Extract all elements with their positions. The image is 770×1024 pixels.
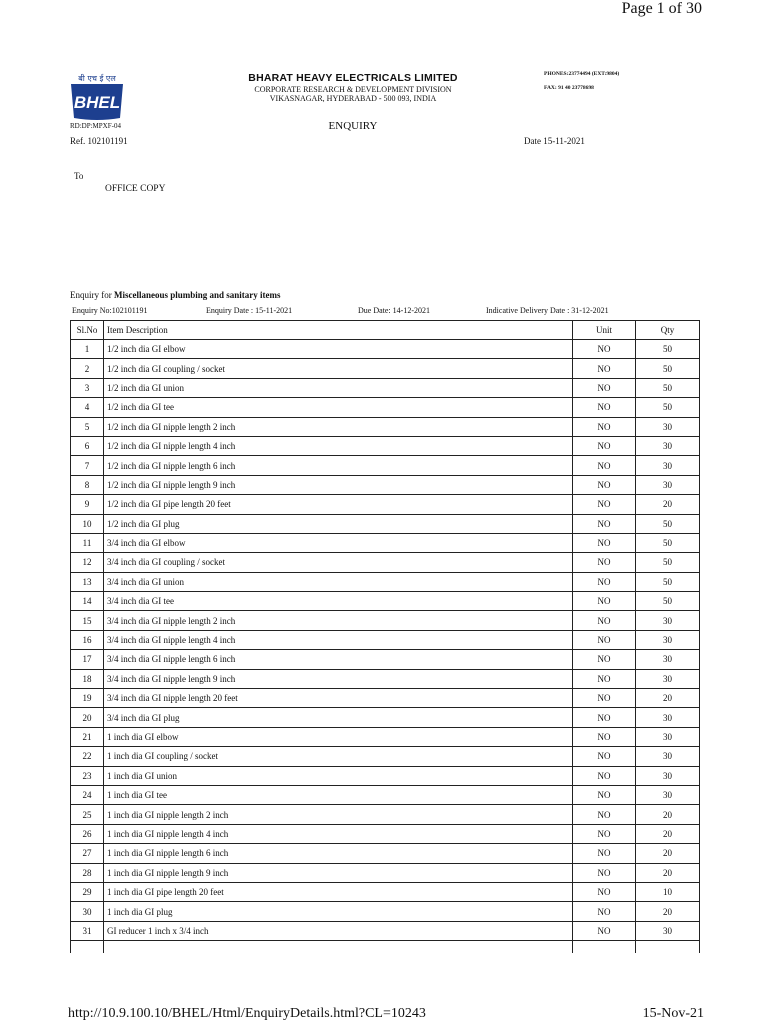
cell-slno: 28 xyxy=(71,863,104,882)
company-division: CORPORATE RESEARCH & DEVELOPMENT DIVISION xyxy=(254,85,452,94)
table-row xyxy=(71,514,700,533)
cell-slno: 5 xyxy=(71,417,104,436)
table-row xyxy=(71,766,700,785)
cell-qty: 30 xyxy=(636,611,700,630)
cell-unit: NO xyxy=(573,727,636,746)
table-row xyxy=(71,921,700,940)
table-row xyxy=(71,572,700,591)
cell-slno: 26 xyxy=(71,824,104,843)
cell-slno: 16 xyxy=(71,630,104,649)
cell-description: 1/2 inch dia GI coupling / socket xyxy=(104,359,573,378)
cell-qty: 50 xyxy=(636,514,700,533)
col-header-qty: Qty xyxy=(636,321,700,340)
cell-qty: 20 xyxy=(636,844,700,863)
cell-slno: 30 xyxy=(71,902,104,921)
to-label: To xyxy=(74,171,84,181)
cell-unit: NO xyxy=(573,689,636,708)
table-row xyxy=(71,475,700,494)
table-row xyxy=(71,417,700,436)
cell-qty: 50 xyxy=(636,378,700,397)
cell-blank xyxy=(573,941,636,954)
table-row xyxy=(71,436,700,455)
cell-unit: NO xyxy=(573,378,636,397)
table-row xyxy=(71,340,700,359)
cell-unit: NO xyxy=(573,630,636,649)
table-row xyxy=(71,785,700,804)
table-row xyxy=(71,495,700,514)
cell-description: 3/4 inch dia GI plug xyxy=(104,708,573,727)
cell-slno: 12 xyxy=(71,553,104,572)
cell-qty: 30 xyxy=(636,417,700,436)
cell-qty: 30 xyxy=(636,785,700,804)
cell-slno: 6 xyxy=(71,436,104,455)
cell-description: 1 inch dia GI plug xyxy=(104,902,573,921)
table-row-blank xyxy=(71,941,700,954)
enquiry-subject: Miscellaneous plumbing and sanitary items xyxy=(114,290,281,300)
cell-unit: NO xyxy=(573,495,636,514)
cell-unit: NO xyxy=(573,669,636,688)
cell-unit: NO xyxy=(573,417,636,436)
cell-slno: 13 xyxy=(71,572,104,591)
cell-slno: 21 xyxy=(71,727,104,746)
items-table xyxy=(70,320,700,953)
cell-slno: 4 xyxy=(71,398,104,417)
cell-qty: 50 xyxy=(636,572,700,591)
cell-description: 3/4 inch dia GI nipple length 4 inch xyxy=(104,630,573,649)
cell-unit: NO xyxy=(573,921,636,940)
enquiry-subject-line xyxy=(70,290,281,300)
cell-qty: 30 xyxy=(636,669,700,688)
cell-unit: NO xyxy=(573,824,636,843)
cell-unit: NO xyxy=(573,514,636,533)
cell-qty: 30 xyxy=(636,650,700,669)
cell-unit: NO xyxy=(573,844,636,863)
cell-description: 3/4 inch dia GI coupling / socket xyxy=(104,553,573,572)
cell-unit: NO xyxy=(573,553,636,572)
cell-qty: 20 xyxy=(636,824,700,843)
table-row xyxy=(71,747,700,766)
cell-unit: NO xyxy=(573,436,636,455)
cell-description: 1 inch dia GI nipple length 4 inch xyxy=(104,824,573,843)
company-fax: FAX: 91 40 23778698 xyxy=(544,85,594,91)
due-date: Due Date: 14-12-2021 xyxy=(358,306,430,315)
cell-qty: 20 xyxy=(636,805,700,824)
cell-description: 1 inch dia GI nipple length 9 inch xyxy=(104,863,573,882)
table-row xyxy=(71,727,700,746)
cell-slno: 25 xyxy=(71,805,104,824)
col-header-slno: Sl.No xyxy=(71,321,104,340)
cell-description: 1 inch dia GI coupling / socket xyxy=(104,747,573,766)
cell-qty: 20 xyxy=(636,863,700,882)
table-row xyxy=(71,824,700,843)
cell-description: 1 inch dia GI nipple length 2 inch xyxy=(104,805,573,824)
cell-slno: 19 xyxy=(71,689,104,708)
cell-description: 1 inch dia GI elbow xyxy=(104,727,573,746)
cell-unit: NO xyxy=(573,592,636,611)
cell-slno: 3 xyxy=(71,378,104,397)
cell-description: 1/2 inch dia GI nipple length 6 inch xyxy=(104,456,573,475)
cell-unit: NO xyxy=(573,785,636,804)
cell-qty: 30 xyxy=(636,766,700,785)
cell-unit: NO xyxy=(573,766,636,785)
enquiry-number: Enquiry No:102101191 xyxy=(72,306,148,315)
cell-description: 1 inch dia GI union xyxy=(104,766,573,785)
table-row xyxy=(71,553,700,572)
cell-slno: 11 xyxy=(71,533,104,552)
col-header-unit: Unit xyxy=(573,321,636,340)
cell-slno: 7 xyxy=(71,456,104,475)
cell-unit: NO xyxy=(573,902,636,921)
cell-qty: 50 xyxy=(636,553,700,572)
footer-url: http://10.9.100.10/BHEL/Html/EnquiryDetails.html?CL=10243 xyxy=(68,1006,426,1021)
cell-description: 1/2 inch dia GI nipple length 9 inch xyxy=(104,475,573,494)
table-row xyxy=(71,805,700,824)
cell-unit: NO xyxy=(573,398,636,417)
cell-qty: 30 xyxy=(636,630,700,649)
company-address: VIKASNAGAR, HYDERABAD - 500 093, INDIA xyxy=(269,94,437,103)
table-row xyxy=(71,844,700,863)
cell-unit: NO xyxy=(573,572,636,591)
cell-unit: NO xyxy=(573,747,636,766)
items-body xyxy=(71,340,700,954)
document-date: Date 15-11-2021 xyxy=(524,136,585,146)
table-row xyxy=(71,533,700,552)
cell-slno: 8 xyxy=(71,475,104,494)
table-row xyxy=(71,359,700,378)
company-name: BHARAT HEAVY ELECTRICALS LIMITED xyxy=(248,72,458,84)
table-row xyxy=(71,611,700,630)
cell-description: 1 inch dia GI pipe length 20 feet xyxy=(104,882,573,901)
cell-description: 3/4 inch dia GI tee xyxy=(104,592,573,611)
cell-qty: 30 xyxy=(636,921,700,940)
cell-unit: NO xyxy=(573,650,636,669)
cell-description: 3/4 inch dia GI elbow xyxy=(104,533,573,552)
cell-slno: 24 xyxy=(71,785,104,804)
cell-qty: 20 xyxy=(636,689,700,708)
cell-slno: 15 xyxy=(71,611,104,630)
col-header-description: Item Description xyxy=(104,321,573,340)
cell-slno: 22 xyxy=(71,747,104,766)
cell-description: 1 inch dia GI nipple length 6 inch xyxy=(104,844,573,863)
table-row xyxy=(71,592,700,611)
cell-slno: 17 xyxy=(71,650,104,669)
cell-qty: 30 xyxy=(636,475,700,494)
cell-unit: NO xyxy=(573,456,636,475)
logo-hindi-text: बी एच ई एल xyxy=(78,74,116,83)
cell-description: 3/4 inch dia GI nipple length 9 inch xyxy=(104,669,573,688)
cell-description: 3/4 inch dia GI nipple length 20 feet xyxy=(104,689,573,708)
cell-qty: 50 xyxy=(636,592,700,611)
cell-qty: 50 xyxy=(636,398,700,417)
footer-date: 15-Nov-21 xyxy=(642,1006,704,1021)
cell-slno: 27 xyxy=(71,844,104,863)
table-row xyxy=(71,378,700,397)
cell-slno: 14 xyxy=(71,592,104,611)
cell-slno: 29 xyxy=(71,882,104,901)
delivery-date: Indicative Delivery Date : 31-12-2021 xyxy=(486,306,609,315)
cell-qty: 30 xyxy=(636,456,700,475)
cell-qty: 20 xyxy=(636,495,700,514)
cell-unit: NO xyxy=(573,533,636,552)
cell-blank xyxy=(71,941,104,954)
cell-unit: NO xyxy=(573,475,636,494)
form-number: RD:DP:MPXF-04 xyxy=(70,122,121,130)
table-header-row xyxy=(71,321,700,340)
cell-qty: 30 xyxy=(636,708,700,727)
cell-description: 1/2 inch dia GI plug xyxy=(104,514,573,533)
cell-unit: NO xyxy=(573,359,636,378)
cell-qty: 50 xyxy=(636,533,700,552)
table-row xyxy=(71,863,700,882)
cell-qty: 20 xyxy=(636,902,700,921)
cell-qty: 50 xyxy=(636,359,700,378)
cell-description: 3/4 inch dia GI nipple length 6 inch xyxy=(104,650,573,669)
table-row xyxy=(71,708,700,727)
cell-blank xyxy=(636,941,700,954)
table-row xyxy=(71,669,700,688)
cell-description: 1/2 inch dia GI tee xyxy=(104,398,573,417)
table-row xyxy=(71,689,700,708)
enquiry-date: Enquiry Date : 15-11-2021 xyxy=(206,306,293,315)
cell-unit: NO xyxy=(573,882,636,901)
cell-description: 1/2 inch dia GI union xyxy=(104,378,573,397)
logo-text: BHEL xyxy=(73,93,121,112)
cell-description: 1 inch dia GI tee xyxy=(104,785,573,804)
cell-qty: 30 xyxy=(636,436,700,455)
cell-slno: 31 xyxy=(71,921,104,940)
cell-description: 1/2 inch dia GI elbow xyxy=(104,340,573,359)
cell-slno: 18 xyxy=(71,669,104,688)
cell-description: 3/4 inch dia GI nipple length 2 inch xyxy=(104,611,573,630)
cell-slno: 23 xyxy=(71,766,104,785)
cell-description: 1/2 inch dia GI nipple length 2 inch xyxy=(104,417,573,436)
cell-unit: NO xyxy=(573,863,636,882)
cell-description: 3/4 inch dia GI union xyxy=(104,572,573,591)
table-row xyxy=(71,456,700,475)
cell-slno: 9 xyxy=(71,495,104,514)
page-number: Page 1 of 30 xyxy=(621,0,702,17)
cell-slno: 20 xyxy=(71,708,104,727)
reference-number: Ref. 102101191 xyxy=(70,136,128,146)
table-row xyxy=(71,398,700,417)
cell-qty: 10 xyxy=(636,882,700,901)
cell-slno: 2 xyxy=(71,359,104,378)
cell-description: 1/2 inch dia GI pipe length 20 feet xyxy=(104,495,573,514)
cell-unit: NO xyxy=(573,805,636,824)
cell-unit: NO xyxy=(573,708,636,727)
table-row xyxy=(71,882,700,901)
table-row xyxy=(71,650,700,669)
company-phones: PHONES:23774494 (EXT:9804) xyxy=(544,71,620,77)
cell-unit: NO xyxy=(573,611,636,630)
cell-qty: 30 xyxy=(636,727,700,746)
cell-qty: 50 xyxy=(636,340,700,359)
cell-slno: 10 xyxy=(71,514,104,533)
cell-qty: 30 xyxy=(636,747,700,766)
table-row xyxy=(71,902,700,921)
cell-blank xyxy=(104,941,573,954)
cell-description: 1/2 inch dia GI nipple length 4 inch xyxy=(104,436,573,455)
document-title: ENQUIRY xyxy=(328,120,378,132)
enquiry-for-prefix: Enquiry for xyxy=(70,290,112,300)
table-row xyxy=(71,630,700,649)
cell-slno: 1 xyxy=(71,340,104,359)
recipient-name: OFFICE COPY xyxy=(105,184,166,194)
cell-unit: NO xyxy=(573,340,636,359)
cell-description: GI reducer 1 inch x 3/4 inch xyxy=(104,921,573,940)
